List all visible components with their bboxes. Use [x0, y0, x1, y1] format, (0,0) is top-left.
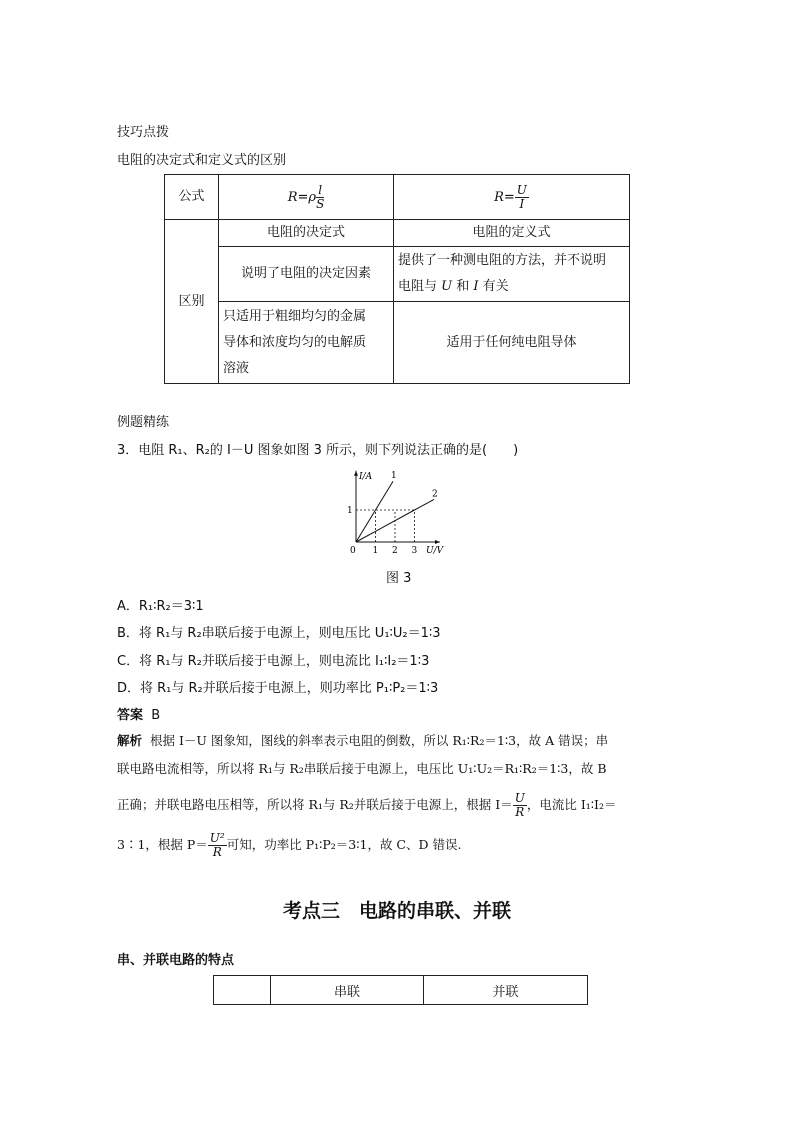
x-tick-label: 1	[372, 546, 379, 556]
x-axis-arrow	[435, 540, 440, 544]
answer: 答案 B	[117, 708, 161, 723]
option-b[interactable]: B．将 R₁与 R₂串联后接于电源上，则电压比 U₁∶U₂＝1∶3	[117, 626, 441, 641]
formula-decisive: R=ρ $\frac{l}{S}$	[219, 175, 394, 220]
section-title: 考点三 电路的串联、并联	[282, 900, 511, 922]
x-tick-label: 2	[392, 546, 398, 556]
table2-corner	[214, 976, 271, 1005]
analysis-line-2: 联电路电流相等，所以将 R₁与 R₂串联后接于电源上，电压比 U₁∶U₂＝R₁∶R₂＝1∶3，故 B	[117, 761, 607, 776]
resistance-comparison-table	[164, 174, 630, 384]
definition-header: 电阻的定义式	[394, 220, 630, 247]
option-d[interactable]: D．将 R₁与 R₂并联后接于电源上，则功率比 P₁∶P₂＝1∶3	[117, 681, 439, 696]
formula-label: 公式	[165, 175, 219, 220]
series-label-1: 1	[391, 471, 397, 482]
question-text: 3．电阻 R₁、R₂的 I－U 图象如图 3 所示，则下列说法正确的是( )	[117, 443, 519, 458]
decisive-header: 电阻的决定式	[219, 220, 394, 247]
series-line-2	[356, 499, 434, 542]
series-line-1	[356, 481, 393, 542]
formula-definition: R= $\frac{U}{I}$	[394, 175, 630, 220]
analysis-line-3: 正确；并联电路电压相等，所以将 R₁与 R₂并联后接于电源上，根据 I＝ $\frac{U}{R}$ ，电流比 I₁∶I₂＝	[117, 791, 617, 819]
section-subheading: 串、并联电路的特点	[117, 953, 235, 968]
example-heading: 例题精练	[117, 415, 170, 430]
x-tick-label: 3	[411, 546, 418, 556]
y-axis-label: I/A	[359, 471, 373, 482]
analysis-line-4: 3∶1，根据 P＝ $\frac{\text{U²}}{R}$ 可知，功率比 P₁∶P₂＝3∶1，故 C、D 错误.	[117, 831, 462, 859]
series-parallel-table	[213, 975, 588, 1005]
analysis-line-1: 解析 根据 I－U 图象知，图线的斜率表示电阻的倒数，所以 R₁∶R₂＝1∶3，故 A 错误；串	[117, 733, 609, 748]
iu-chart	[340, 462, 460, 562]
origin-label: 0	[350, 546, 356, 556]
y-tick-label: 1	[347, 506, 353, 516]
option-a[interactable]: A．R₁∶R₂＝3∶1	[117, 599, 204, 614]
option-c[interactable]: C．将 R₁与 R₂并联后接于电源上，则电流比 I₁∶I₂＝1∶3	[117, 654, 430, 669]
series-header: 串联	[271, 976, 424, 1005]
figure-caption: 图 3	[386, 571, 412, 586]
parallel-header: 并联	[424, 976, 588, 1005]
y-axis-arrow	[354, 471, 358, 476]
series-label-2: 2	[432, 489, 438, 500]
definition-meaning: 提供了一种测电阻的方法，并不说明 电阻与 U 和 I 有关	[394, 247, 630, 302]
definition-scope: 适用于任何纯电阻导体	[394, 302, 630, 384]
decisive-scope: 只适用于粗细均匀的金属 导体和浓度均匀的电解质 溶液	[219, 302, 394, 384]
tips-heading: 技巧点拨	[117, 125, 170, 140]
diff-label: 区别	[165, 220, 219, 384]
x-axis-label: U/V	[426, 546, 444, 556]
tips-subheading: 电阻的决定式和定义式的区别	[117, 153, 287, 168]
decisive-meaning: 说明了电阻的决定因素	[219, 247, 394, 302]
